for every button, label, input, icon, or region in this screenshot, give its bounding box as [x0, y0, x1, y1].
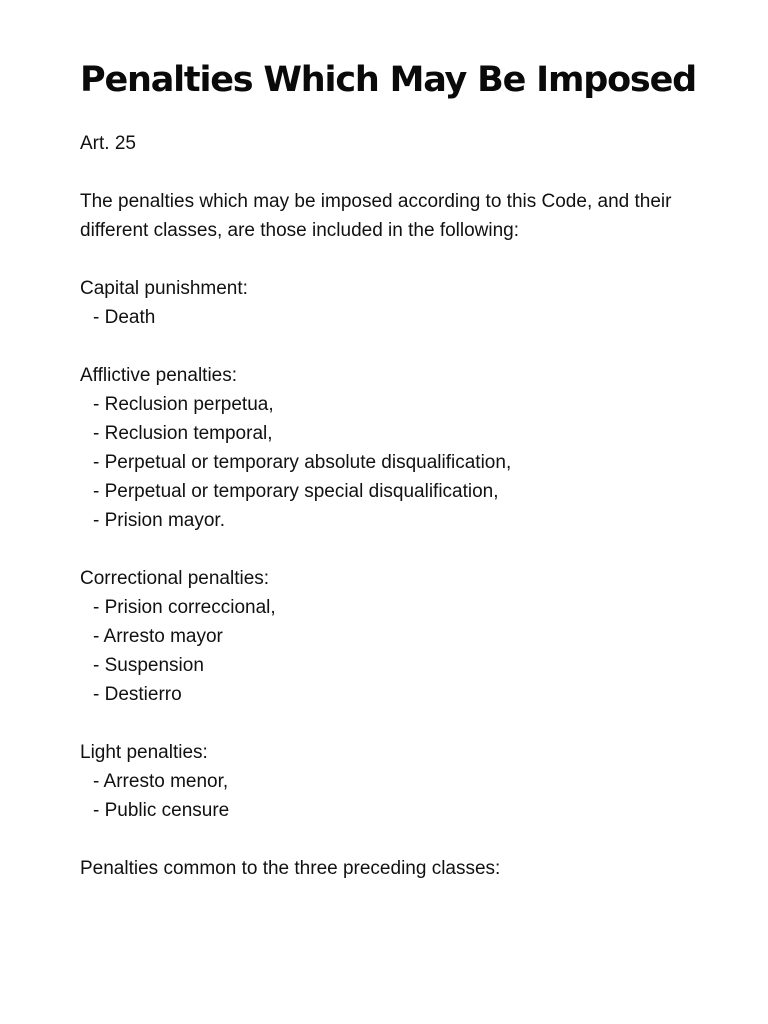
penalty-item: - Prision mayor.: [93, 510, 225, 531]
section-light-penalties: [80, 738, 700, 825]
article-number: Art. 25: [80, 133, 136, 154]
section-afflictive-penalties: [80, 361, 700, 535]
section-heading: Capital punishment:: [80, 278, 248, 299]
penalty-list: [80, 390, 700, 535]
penalty-item: - Destierro: [93, 684, 182, 705]
section-heading: Penalties common to the three preceding classes:: [80, 858, 501, 879]
penalty-item: - Arresto mayor: [93, 626, 223, 647]
penalty-item: - Reclusion perpetua,: [93, 394, 274, 415]
penalty-item: - Perpetual or temporary special disqualification,: [93, 481, 499, 502]
page-title: Penalties Which May Be Imposed: [80, 60, 696, 100]
penalty-item: - Arresto menor,: [93, 771, 229, 792]
penalty-item: - Suspension: [93, 655, 204, 676]
penalty-item: - Reclusion temporal,: [93, 423, 273, 444]
penalty-item: - Death: [93, 307, 156, 328]
penalty-list: [80, 767, 700, 825]
penalty-item: - Prision correccional,: [93, 597, 276, 618]
section-capital-punishment: [80, 274, 700, 332]
document-page: [80, 57, 700, 883]
penalty-list: [80, 303, 700, 332]
section-common-penalties: [80, 854, 700, 883]
intro-paragraph: The penalties which may be imposed according to this Code, and their different classes, are those included in the following:: [80, 191, 672, 241]
penalty-item: - Perpetual or temporary absolute disqualification,: [93, 452, 512, 473]
section-correctional-penalties: [80, 564, 700, 709]
penalty-item: - Public censure: [93, 800, 230, 821]
section-heading: Light penalties:: [80, 742, 208, 763]
section-heading: Afflictive penalties:: [80, 365, 238, 386]
section-heading: Correctional penalties:: [80, 568, 270, 589]
penalty-list: [80, 593, 700, 709]
